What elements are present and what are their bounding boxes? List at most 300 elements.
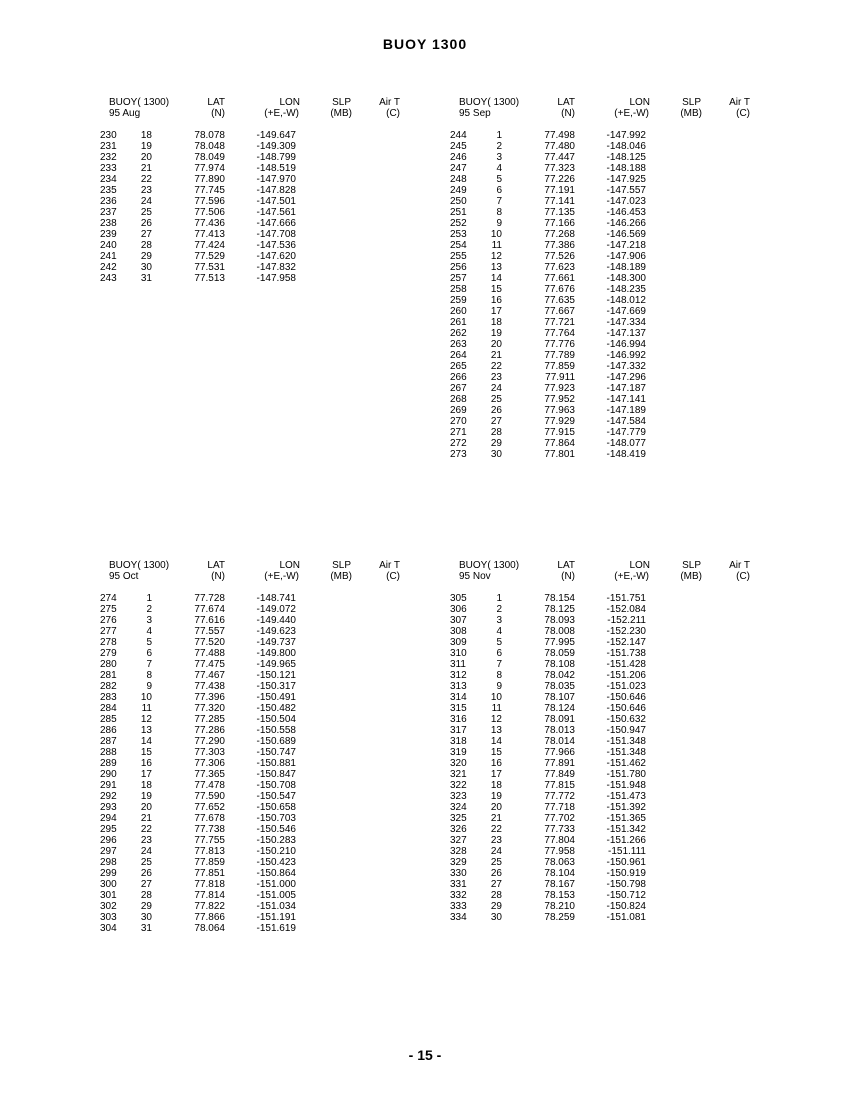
- table-row: [100, 736, 440, 747]
- longitude: -147.666: [256, 218, 296, 229]
- julian-day: 304: [100, 923, 117, 934]
- latitude: 77.166: [544, 218, 575, 229]
- julian-day: 314: [450, 692, 467, 703]
- julian-day: 240: [100, 240, 117, 251]
- table-row: [450, 681, 790, 692]
- julian-day: 288: [100, 747, 117, 758]
- longitude: -151.751: [606, 593, 646, 604]
- day-of-month: 3: [496, 615, 502, 626]
- julian-day: 334: [450, 912, 467, 923]
- lon-header: LON: [629, 97, 650, 108]
- air-temp-unit: (C): [736, 108, 750, 119]
- table-row: [450, 449, 790, 460]
- table-row: [450, 802, 790, 813]
- latitude: 77.635: [544, 295, 575, 306]
- table-row: [450, 637, 790, 648]
- table-row: [100, 251, 440, 262]
- latitude: 77.286: [194, 725, 225, 736]
- latitude: 77.789: [544, 350, 575, 361]
- longitude: -151.365: [606, 813, 646, 824]
- latitude: 77.141: [544, 196, 575, 207]
- day-of-month: 11: [491, 703, 502, 714]
- latitude: 77.963: [544, 405, 575, 416]
- longitude: -148.741: [256, 593, 296, 604]
- table-row: [100, 615, 440, 626]
- day-of-month: 23: [140, 185, 152, 196]
- julian-day: 275: [100, 604, 117, 615]
- latitude: 78.153: [544, 890, 575, 901]
- table-body: [450, 593, 790, 923]
- day-of-month: 10: [140, 692, 152, 703]
- table-row: [450, 615, 790, 626]
- longitude: -147.296: [606, 372, 646, 383]
- lat-header: LAT: [207, 97, 225, 108]
- longitude: -147.218: [606, 240, 646, 251]
- table-row: [450, 141, 790, 152]
- air-temp-header: Air T: [729, 97, 750, 108]
- day-of-month: 27: [140, 879, 152, 890]
- longitude: -148.046: [606, 141, 646, 152]
- day-of-month: 28: [490, 427, 502, 438]
- table-row: [100, 758, 440, 769]
- longitude: -147.536: [256, 240, 296, 251]
- latitude: 77.859: [544, 361, 575, 372]
- day-of-month: 25: [490, 394, 502, 405]
- latitude: 77.306: [194, 758, 225, 769]
- latitude: 77.623: [544, 262, 575, 273]
- table-row: [450, 207, 790, 218]
- julian-day: 246: [450, 152, 467, 163]
- day-of-month: 13: [490, 725, 502, 736]
- lat-unit: (N): [211, 108, 225, 119]
- page-title: BUOY 1300: [382, 36, 468, 52]
- data-table-95-aug: [100, 97, 440, 284]
- latitude: 77.772: [544, 791, 575, 802]
- longitude: -150.689: [256, 736, 296, 747]
- longitude: -150.546: [256, 824, 296, 835]
- longitude: -147.557: [606, 185, 646, 196]
- julian-day: 254: [450, 240, 467, 251]
- table-row: [100, 791, 440, 802]
- latitude: 77.590: [194, 791, 225, 802]
- julian-day: 244: [450, 130, 467, 141]
- latitude: 78.059: [544, 648, 575, 659]
- latitude: 77.226: [544, 174, 575, 185]
- slp-header: SLP: [682, 97, 701, 108]
- latitude: 78.154: [544, 593, 575, 604]
- julian-day: 331: [450, 879, 467, 890]
- latitude: 77.323: [544, 163, 575, 174]
- air-temp-unit: (C): [386, 571, 400, 582]
- julian-day: 264: [450, 350, 467, 361]
- longitude: -147.561: [256, 207, 296, 218]
- julian-day: 319: [450, 747, 467, 758]
- day-of-month: 14: [490, 273, 502, 284]
- longitude: -146.992: [606, 350, 646, 361]
- table-row: [450, 350, 790, 361]
- latitude: 78.048: [194, 141, 225, 152]
- day-of-month: 20: [490, 802, 502, 813]
- day-of-month: 17: [490, 769, 502, 780]
- julian-day: 253: [450, 229, 467, 240]
- longitude: -147.832: [256, 262, 296, 273]
- latitude: 78.104: [544, 868, 575, 879]
- julian-day: 292: [100, 791, 117, 802]
- air-temp-header: Air T: [729, 560, 750, 571]
- lat-unit: (N): [211, 571, 225, 582]
- julian-day: 237: [100, 207, 117, 218]
- table-row: [100, 604, 440, 615]
- table-row: [450, 846, 790, 857]
- day-of-month: 26: [490, 405, 502, 416]
- day-of-month: 9: [146, 681, 152, 692]
- day-of-month: 28: [140, 890, 152, 901]
- latitude: 77.488: [194, 648, 225, 659]
- latitude: 78.259: [544, 912, 575, 923]
- longitude: -150.121: [256, 670, 296, 681]
- table-header: [450, 560, 790, 582]
- longitude: -150.317: [256, 681, 296, 692]
- longitude: -149.072: [256, 604, 296, 615]
- julian-day: 325: [450, 813, 467, 824]
- longitude: -151.780: [606, 769, 646, 780]
- latitude: 77.815: [544, 780, 575, 791]
- day-of-month: 12: [490, 714, 502, 725]
- longitude: -147.906: [606, 251, 646, 262]
- longitude: -151.034: [256, 901, 296, 912]
- longitude: -150.558: [256, 725, 296, 736]
- table-row: [450, 438, 790, 449]
- longitude: -150.283: [256, 835, 296, 846]
- day-of-month: 16: [490, 758, 502, 769]
- julian-day: 323: [450, 791, 467, 802]
- table-row: [100, 648, 440, 659]
- latitude: 78.078: [194, 130, 225, 141]
- day-of-month: 5: [496, 174, 502, 185]
- table-row: [450, 251, 790, 262]
- longitude: -150.504: [256, 714, 296, 725]
- table-row: [450, 758, 790, 769]
- julian-day: 290: [100, 769, 117, 780]
- day-of-month: 22: [140, 824, 152, 835]
- table-row: [450, 780, 790, 791]
- julian-day: 324: [450, 802, 467, 813]
- day-of-month: 29: [140, 901, 152, 912]
- table-row: [100, 813, 440, 824]
- longitude: -150.961: [606, 857, 646, 868]
- latitude: 77.929: [544, 416, 575, 427]
- latitude: 77.557: [194, 626, 225, 637]
- julian-day: 262: [450, 328, 467, 339]
- julian-day: 280: [100, 659, 117, 670]
- julian-day: 301: [100, 890, 117, 901]
- table-header: [100, 97, 440, 119]
- longitude: -151.348: [606, 736, 646, 747]
- latitude: 77.616: [194, 615, 225, 626]
- table-row: [100, 207, 440, 218]
- longitude: -151.348: [606, 747, 646, 758]
- longitude: -148.077: [606, 438, 646, 449]
- latitude: 77.290: [194, 736, 225, 747]
- latitude: 77.814: [194, 890, 225, 901]
- day-of-month: 5: [146, 637, 152, 648]
- julian-day: 317: [450, 725, 467, 736]
- day-of-month: 23: [490, 372, 502, 383]
- julian-day: 249: [450, 185, 467, 196]
- julian-day: 239: [100, 229, 117, 240]
- julian-day: 233: [100, 163, 117, 174]
- latitude: 77.721: [544, 317, 575, 328]
- day-of-month: 1: [496, 130, 502, 141]
- table-row: [100, 824, 440, 835]
- julian-day: 289: [100, 758, 117, 769]
- latitude: 78.107: [544, 692, 575, 703]
- table-row: [100, 185, 440, 196]
- table-body: [450, 130, 790, 460]
- latitude: 77.467: [194, 670, 225, 681]
- longitude: -151.206: [606, 670, 646, 681]
- table-row: [450, 648, 790, 659]
- table-row: [100, 626, 440, 637]
- julian-day: 321: [450, 769, 467, 780]
- day-of-month: 21: [140, 163, 152, 174]
- day-of-month: 20: [140, 802, 152, 813]
- day-of-month: 14: [490, 736, 502, 747]
- table-row: [450, 813, 790, 824]
- table-row: [100, 240, 440, 251]
- longitude: -151.619: [256, 923, 296, 934]
- day-of-month: 26: [140, 218, 152, 229]
- julian-day: 284: [100, 703, 117, 714]
- julian-day: 272: [450, 438, 467, 449]
- longitude: -147.334: [606, 317, 646, 328]
- longitude: -149.965: [256, 659, 296, 670]
- day-of-month: 31: [140, 273, 152, 284]
- day-of-month: 9: [496, 218, 502, 229]
- day-of-month: 15: [490, 284, 502, 295]
- longitude: -148.300: [606, 273, 646, 284]
- julian-day: 320: [450, 758, 467, 769]
- latitude: 77.974: [194, 163, 225, 174]
- longitude: -146.569: [606, 229, 646, 240]
- latitude: 77.436: [194, 218, 225, 229]
- longitude: -150.491: [256, 692, 296, 703]
- julian-day: 308: [450, 626, 467, 637]
- table-body: [100, 130, 440, 284]
- day-of-month: 27: [140, 229, 152, 240]
- latitude: 77.718: [544, 802, 575, 813]
- longitude: -151.081: [606, 912, 646, 923]
- julian-day: 299: [100, 868, 117, 879]
- latitude: 77.480: [544, 141, 575, 152]
- table-row: [100, 747, 440, 758]
- julian-day: 312: [450, 670, 467, 681]
- julian-day: 302: [100, 901, 117, 912]
- table-row: [450, 736, 790, 747]
- longitude: -150.210: [256, 846, 296, 857]
- longitude: -151.000: [256, 879, 296, 890]
- julian-day: 328: [450, 846, 467, 857]
- latitude: 77.745: [194, 185, 225, 196]
- day-of-month: 20: [490, 339, 502, 350]
- latitude: 78.008: [544, 626, 575, 637]
- table-row: [100, 879, 440, 890]
- day-of-month: 13: [140, 725, 152, 736]
- julian-day: 311: [450, 659, 466, 670]
- latitude: 77.475: [194, 659, 225, 670]
- julian-day: 296: [100, 835, 117, 846]
- longitude: -150.881: [256, 758, 296, 769]
- table-row: [100, 637, 440, 648]
- day-of-month: 14: [140, 736, 152, 747]
- longitude: -148.012: [606, 295, 646, 306]
- julian-day: 250: [450, 196, 467, 207]
- table-row: [450, 659, 790, 670]
- julian-day: 268: [450, 394, 467, 405]
- longitude: -146.994: [606, 339, 646, 350]
- longitude: -151.111: [608, 846, 646, 857]
- julian-day: 266: [450, 372, 467, 383]
- day-of-month: 2: [146, 604, 152, 615]
- longitude: -148.189: [606, 262, 646, 273]
- table-row: [450, 890, 790, 901]
- longitude: -146.266: [606, 218, 646, 229]
- table-row: [450, 714, 790, 725]
- day-of-month: 23: [490, 835, 502, 846]
- table-row: [450, 824, 790, 835]
- buoy-header: BUOY( 1300): [109, 560, 170, 571]
- longitude: -150.632: [606, 714, 646, 725]
- julian-day: 252: [450, 218, 467, 229]
- day-of-month: 28: [490, 890, 502, 901]
- latitude: 77.849: [544, 769, 575, 780]
- julian-day: 263: [450, 339, 467, 350]
- latitude: 77.915: [544, 427, 575, 438]
- latitude: 77.396: [194, 692, 225, 703]
- longitude: -151.005: [256, 890, 296, 901]
- julian-day: 242: [100, 262, 117, 273]
- julian-day: 243: [100, 273, 117, 284]
- latitude: 77.923: [544, 383, 575, 394]
- julian-day: 326: [450, 824, 467, 835]
- latitude: 77.859: [194, 857, 225, 868]
- julian-day: 270: [450, 416, 467, 427]
- latitude: 77.738: [194, 824, 225, 835]
- longitude: -152.211: [607, 615, 646, 626]
- longitude: -147.620: [256, 251, 296, 262]
- julian-day: 315: [450, 703, 467, 714]
- latitude: 78.167: [544, 879, 575, 890]
- julian-day: 232: [100, 152, 117, 163]
- lat-header: LAT: [557, 97, 575, 108]
- latitude: 78.124: [544, 703, 575, 714]
- latitude: 78.210: [544, 901, 575, 912]
- table-row: [100, 262, 440, 273]
- day-of-month: 16: [140, 758, 152, 769]
- latitude: 77.268: [544, 229, 575, 240]
- day-of-month: 21: [490, 350, 502, 361]
- latitude: 78.093: [544, 615, 575, 626]
- table-row: [450, 295, 790, 306]
- longitude: -150.798: [606, 879, 646, 890]
- month-header: 95 Oct: [109, 571, 139, 582]
- latitude: 77.447: [544, 152, 575, 163]
- day-of-month: 4: [496, 626, 502, 637]
- julian-day: 247: [450, 163, 467, 174]
- julian-day: 322: [450, 780, 467, 791]
- latitude: 77.320: [194, 703, 225, 714]
- lon-header: LON: [279, 560, 300, 571]
- table-row: [100, 273, 440, 284]
- lon-unit: (+E,-W): [264, 571, 299, 582]
- table-row: [450, 361, 790, 372]
- latitude: 77.728: [194, 593, 225, 604]
- day-of-month: 24: [490, 846, 502, 857]
- julian-day: 251: [450, 207, 467, 218]
- longitude: -150.547: [256, 791, 296, 802]
- julian-day: 286: [100, 725, 117, 736]
- julian-day: 248: [450, 174, 467, 185]
- julian-day: 267: [450, 383, 467, 394]
- day-of-month: 25: [490, 857, 502, 868]
- table-row: [450, 868, 790, 879]
- latitude: 77.413: [194, 229, 225, 240]
- julian-day: 282: [100, 681, 117, 692]
- day-of-month: 30: [490, 912, 502, 923]
- longitude: -151.342: [606, 824, 646, 835]
- longitude: -149.800: [256, 648, 296, 659]
- day-of-month: 27: [490, 416, 502, 427]
- table-row: [100, 593, 440, 604]
- table-row: [100, 196, 440, 207]
- julian-day: 234: [100, 174, 117, 185]
- day-of-month: 18: [490, 317, 502, 328]
- day-of-month: 12: [490, 251, 502, 262]
- day-of-month: 11: [491, 240, 502, 251]
- latitude: 77.958: [544, 846, 575, 857]
- day-of-month: 3: [146, 615, 152, 626]
- day-of-month: 30: [490, 449, 502, 460]
- table-row: [450, 835, 790, 846]
- longitude: -147.669: [606, 306, 646, 317]
- table-row: [100, 802, 440, 813]
- latitude: 77.667: [544, 306, 575, 317]
- julian-day: 259: [450, 295, 467, 306]
- longitude: -150.747: [256, 747, 296, 758]
- table-row: [100, 218, 440, 229]
- table-row: [450, 692, 790, 703]
- day-of-month: 7: [496, 196, 502, 207]
- latitude: 77.513: [194, 273, 225, 284]
- longitude: -150.703: [256, 813, 296, 824]
- latitude: 77.995: [544, 637, 575, 648]
- day-of-month: 24: [140, 846, 152, 857]
- day-of-month: 1: [496, 593, 502, 604]
- julian-day: 316: [450, 714, 467, 725]
- table-row: [450, 317, 790, 328]
- julian-day: 261: [450, 317, 467, 328]
- day-of-month: 1: [146, 593, 152, 604]
- table-row: [450, 383, 790, 394]
- julian-day: 330: [450, 868, 467, 879]
- longitude: -148.419: [606, 449, 646, 460]
- latitude: 77.966: [544, 747, 575, 758]
- table-row: [450, 604, 790, 615]
- longitude: -151.473: [606, 791, 646, 802]
- table-row: [100, 681, 440, 692]
- table-row: [450, 725, 790, 736]
- longitude: -149.737: [256, 637, 296, 648]
